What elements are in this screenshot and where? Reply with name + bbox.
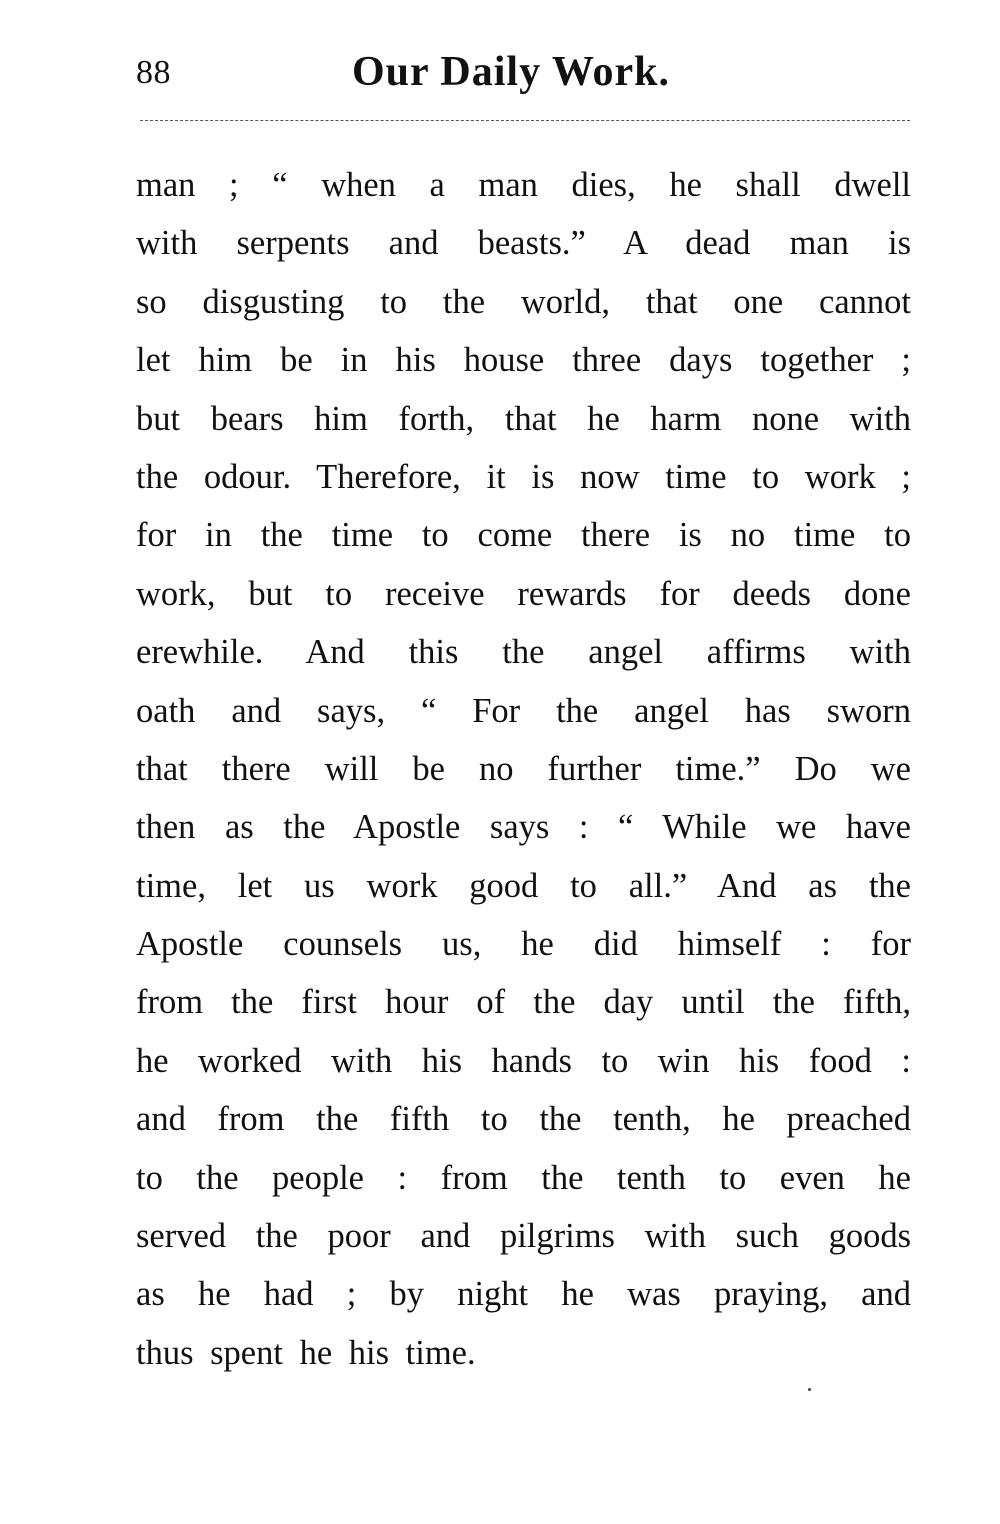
text-line: to the people : from the tenth to even he [136, 1158, 911, 1197]
text-line: oath and says, “ For the angel has sworn [136, 691, 911, 730]
text-line: Apostle counsels us, he did himself : for [136, 925, 911, 964]
text-line: for in the time to come there is no time to [136, 516, 911, 555]
print-speck [808, 1388, 811, 1391]
text-line: time, let us work good to all.” And as the [136, 866, 911, 905]
text-line: then as the Apostle says : “ While we have [136, 808, 911, 847]
text-line: and from the fifth to the tenth, he preached [136, 1100, 911, 1139]
text-line: work, but to receive rewards for deeds done [136, 574, 911, 613]
text-line: so disgusting to the world, that one cannot [136, 282, 911, 321]
text-line: the odour. Therefore, it is now time to work ; [136, 457, 911, 496]
text-line: from the first hour of the day until the fifth, [136, 983, 911, 1022]
text-line: served the poor and pilgrims with such goods [136, 1217, 911, 1256]
text-line: let him be in his house three days together ; [136, 341, 911, 380]
running-title: Our Daily Work. [352, 49, 671, 95]
page-number: 88 [136, 54, 171, 91]
text-line: with serpents and beasts.” A dead man is [136, 224, 911, 263]
text-line: erewhile. And this the angel affirms with [136, 633, 911, 672]
text-line: he worked with his hands to win his food : [136, 1041, 911, 1080]
text-line: as he had ; by night he was praying, and [136, 1275, 911, 1314]
header-rule [140, 120, 910, 121]
text-line-last: thus spent he his time. [136, 1333, 476, 1372]
text-line: man ; “ when a man dies, he shall dwell [136, 166, 911, 204]
body-text [136, 156, 911, 1382]
text-line: but bears him forth, that he harm none with [136, 399, 911, 438]
text-line: that there will be no further time.” Do we [136, 749, 911, 788]
page-header [136, 48, 916, 108]
